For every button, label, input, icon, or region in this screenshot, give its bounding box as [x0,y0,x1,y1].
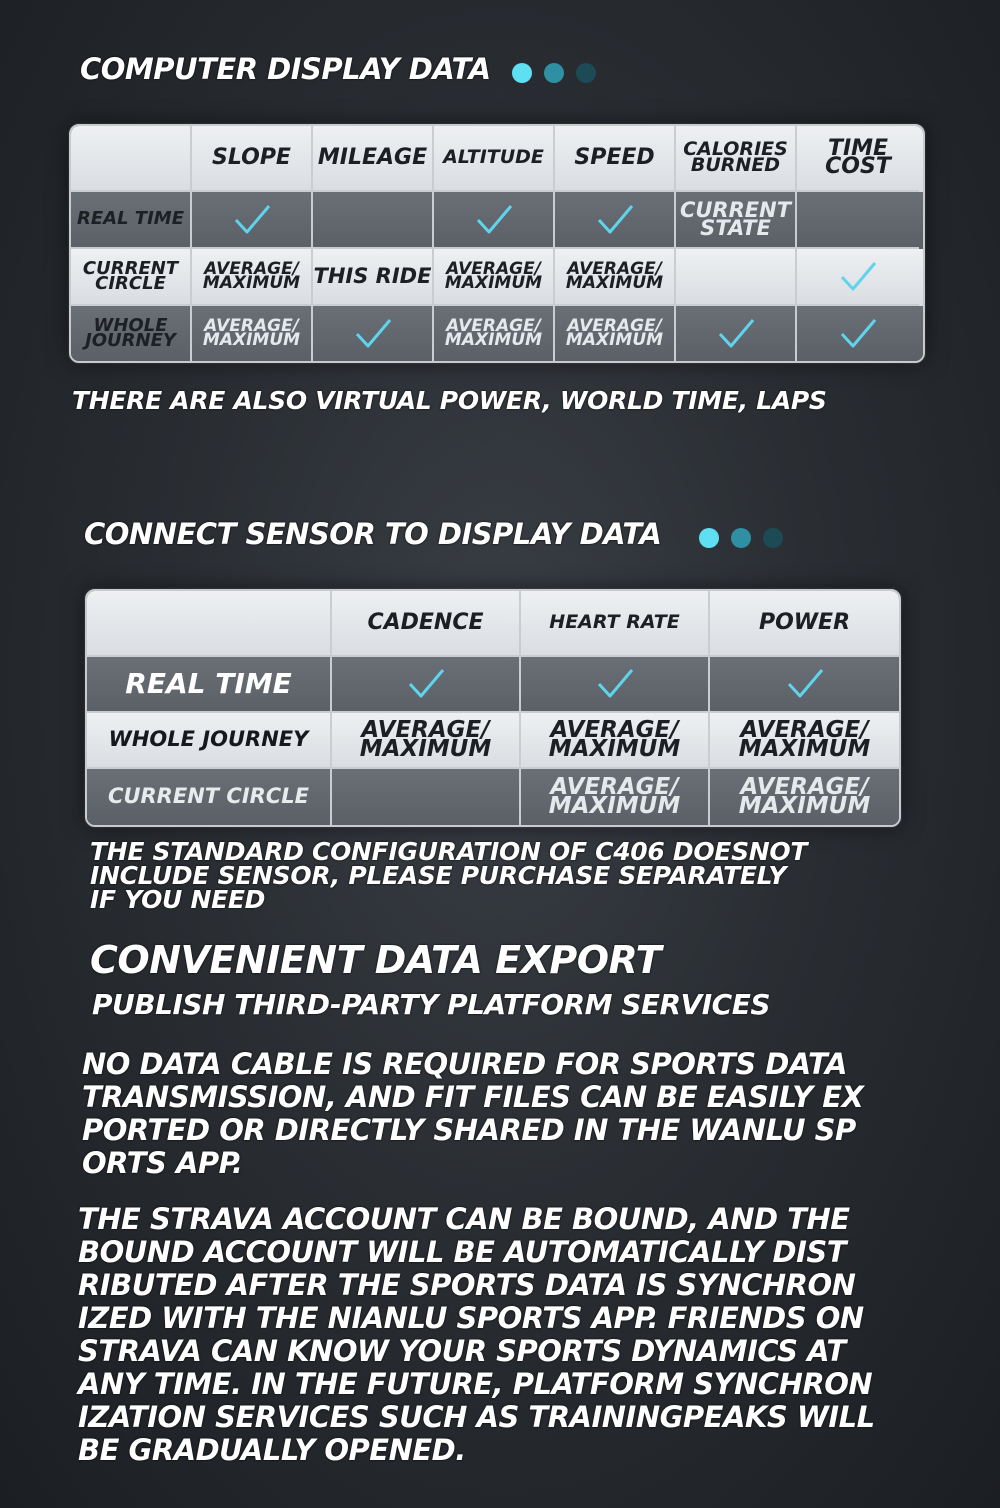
export-subtitle: PUBLISH THIRD-PARTY PLATFORM SERVICES [92,988,770,1021]
column-header [87,591,332,657]
cell-text: AVERAGE/ MAXIMUM [202,315,301,350]
section2-heading-text: CONNECT SENSOR TO DISPLAY DATA [84,517,662,551]
table-row [71,306,923,361]
cell-text: AVERAGE/ MAXIMUM [565,315,664,350]
section1-heading-text: COMPUTER DISPLAY DATA [80,52,491,86]
check-cell [313,306,434,361]
export-paragraph-2: THE STRAVA ACCOUNT CAN BE BOUND, AND THE BOUND ACCOUNT WILL BE AUTOMATICALLY DIST RIBUTED AFTER THE SPORTS DATA IS SYNCHRON IZED WITH THE NIANLU SPORTS APP. FRIENDS ON STRAVA CAN KNOW YOUR SPORTS DYNAMICS AT ANY TIME. IN THE FUTURE, PLATFORM SYNCHRON IZATION SERVICES SUCH AS TRAININGPEAKS WILL BE GRADUALLY OPENED. [78,1202,875,1467]
checkmark-icon [785,666,825,702]
table-row [71,249,923,306]
table-cell [434,249,555,306]
row-label: CURRENT CIRCLE [87,769,332,825]
cell-text: AVERAGE/ MAXIMUM [548,774,681,819]
table-cell [555,306,676,361]
cell-text: AVERAGE/ MAXIMUM [444,315,543,350]
table-cell [313,192,434,249]
column-header: TIME COST [797,126,919,192]
table-cell [313,249,434,306]
check-cell [797,306,919,361]
check-cell [192,192,313,249]
column-header: CADENCE [332,591,521,657]
table-cell [192,306,313,361]
column-header: HEART RATE [521,591,710,657]
check-cell [521,657,710,713]
check-cell [332,657,521,713]
check-cell [434,192,555,249]
table-cell [555,249,676,306]
checkmark-icon [838,316,878,352]
table-cell [676,249,797,306]
indicator-dot-2 [731,528,751,548]
export-title: CONVENIENT DATA EXPORT [90,938,662,982]
checkmark-icon [595,666,635,702]
row-label: REAL TIME [87,657,332,713]
checkmark-icon [474,202,514,238]
indicator-dot-1 [699,528,719,548]
indicator-dot-1 [512,63,532,83]
column-header: MILEAGE [313,126,434,192]
checkmark-icon [406,666,446,702]
check-cell [676,306,797,361]
check-cell [797,249,919,306]
cell-text: AVERAGE/ MAXIMUM [359,717,492,762]
row-label: WHOLE JOURNEY [71,306,192,361]
section2-heading [84,517,795,553]
checkmark-icon [716,316,756,352]
table-cell [521,713,710,769]
indicator-dot-3 [763,528,783,548]
cell-text: AVERAGE/ MAXIMUM [202,258,301,293]
table-row [87,769,899,825]
checkmark-icon [232,202,272,238]
computer-display-table [69,124,925,363]
check-cell [710,657,899,713]
cell-text: AVERAGE/ MAXIMUM [444,258,543,293]
checkmark-icon [838,259,878,295]
checkmark-icon [595,202,635,238]
table-cell [797,192,919,249]
cell-text: AVERAGE/ MAXIMUM [738,774,871,819]
cell-text: AVERAGE/ MAXIMUM [548,717,681,762]
cell-text: THIS RIDE [313,263,432,288]
section1-heading [80,52,608,88]
row-label: CURRENT CIRCLE [71,249,192,306]
column-header: CALORIES BURNED [676,126,797,192]
cell-text: AVERAGE/ MAXIMUM [738,717,871,762]
row-label: WHOLE JOURNEY [87,713,332,769]
table-row [87,657,899,713]
table-cell [521,769,710,825]
column-header: POWER [710,591,899,657]
cell-text: CURRENT STATE [679,198,792,240]
table-cell [710,769,899,825]
check-cell [555,192,676,249]
sensor-data-table [85,589,901,827]
indicator-dot-3 [576,63,596,83]
indicator-dot-2 [544,63,564,83]
table-row [87,713,899,769]
column-header: SPEED [555,126,676,192]
export-paragraph-1: NO DATA CABLE IS REQUIRED FOR SPORTS DATA TRANSMISSION, AND FIT FILES CAN BE EASILY EX PORTED OR DIRECTLY SHARED IN THE WANLU SP ORTS APP. [82,1047,864,1180]
cell-text: AVERAGE/ MAXIMUM [565,258,664,293]
section1-note: THERE ARE ALSO VIRTUAL POWER, WORLD TIME, LAPS [72,386,827,415]
section2-dots [699,519,795,553]
table-cell [676,192,797,249]
row-label: REAL TIME [71,192,192,249]
section2-note: THE STANDARD CONFIGURATION OF C406 DOESNOT INCLUDE SENSOR, PLEASE PURCHASE SEPARATELY IF YOU NEED [90,837,808,914]
table-header-row [87,591,899,657]
table-cell [710,713,899,769]
column-header: ALTITUDE [434,126,555,192]
table-cell [332,769,521,825]
section1-dots [512,54,608,88]
table-header-row [71,126,923,192]
table-row [71,192,923,249]
column-header [71,126,192,192]
column-header: SLOPE [192,126,313,192]
table-cell [332,713,521,769]
checkmark-icon [353,316,393,352]
table-cell [192,249,313,306]
table-cell [434,306,555,361]
